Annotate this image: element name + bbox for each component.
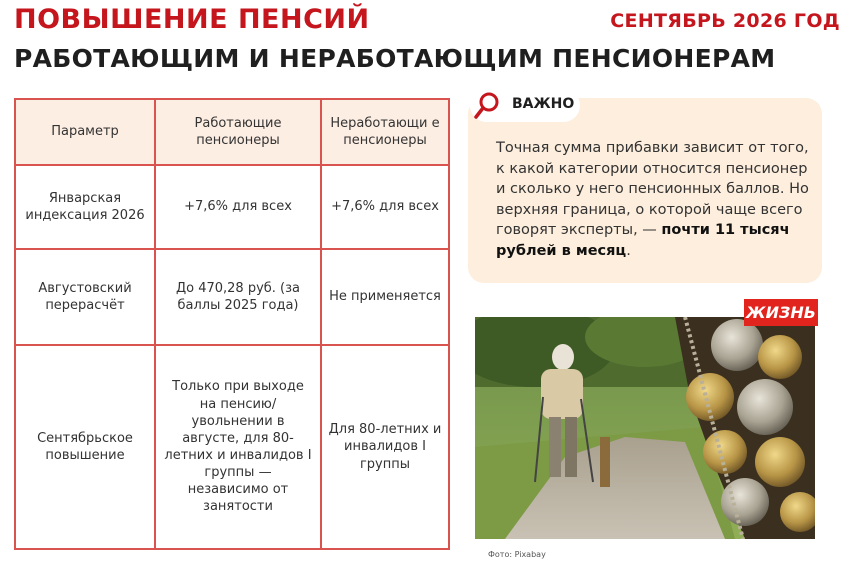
pensioner-photo <box>475 317 815 539</box>
row-parameter: Сентябрьское повышение <box>15 345 155 549</box>
photo-credit: Фото: Pixabay <box>488 550 546 559</box>
title-line-1: ПОВЫШЕНИЕ ПЕНСИЙ <box>14 4 370 35</box>
row-parameter: Августовский перерасчёт <box>15 249 155 345</box>
table-header-row <box>15 99 449 165</box>
table-row <box>15 249 449 345</box>
row-nonworking: Для 80-летних и инвалидов I группы <box>321 345 449 549</box>
title-line-2: РАБОТАЮЩИМ И НЕРАБОТАЮЩИМ ПЕНСИОНЕРАМ <box>14 44 776 73</box>
info-text <box>496 138 816 261</box>
table-row <box>15 345 449 549</box>
brand-logo: ЖИЗНЬ <box>744 299 818 326</box>
table-row <box>15 165 449 249</box>
magnifier-icon <box>473 91 501 121</box>
header-parameter: Параметр <box>15 99 155 165</box>
badge-label: ВАЖНО <box>512 96 575 112</box>
row-nonworking: Не применяется <box>321 249 449 345</box>
header-working: Работающие пенсионеры <box>155 99 321 165</box>
row-working: +7,6% для всех <box>155 165 321 249</box>
row-working: До 470,28 руб. (за баллы 2025 года) <box>155 249 321 345</box>
row-working: Только при выходе на пенсию/ увольнении в августе, для 80-летних и инвалидов I группы — независимо от занятости <box>155 345 321 549</box>
photo-illustration <box>475 317 815 539</box>
pension-table <box>14 98 450 550</box>
info-body: Точная сумма прибавки зависит от того, к какой категории относится пенсионер и сколько у него пенсионных баллов. Но верхняя граница, о которой чаще всего говорят эксперты, — <box>496 140 809 239</box>
header-nonworking: Неработающи е пенсионеры <box>321 99 449 165</box>
row-nonworking: +7,6% для всех <box>321 165 449 249</box>
info-highlight: почти 11 тысяч рублей в месяц <box>496 222 790 259</box>
row-parameter: Январская индексация 2026 <box>15 165 155 249</box>
date-label: СЕНТЯБРЬ 2026 ГОД <box>610 10 840 32</box>
info-end: . <box>626 242 631 259</box>
